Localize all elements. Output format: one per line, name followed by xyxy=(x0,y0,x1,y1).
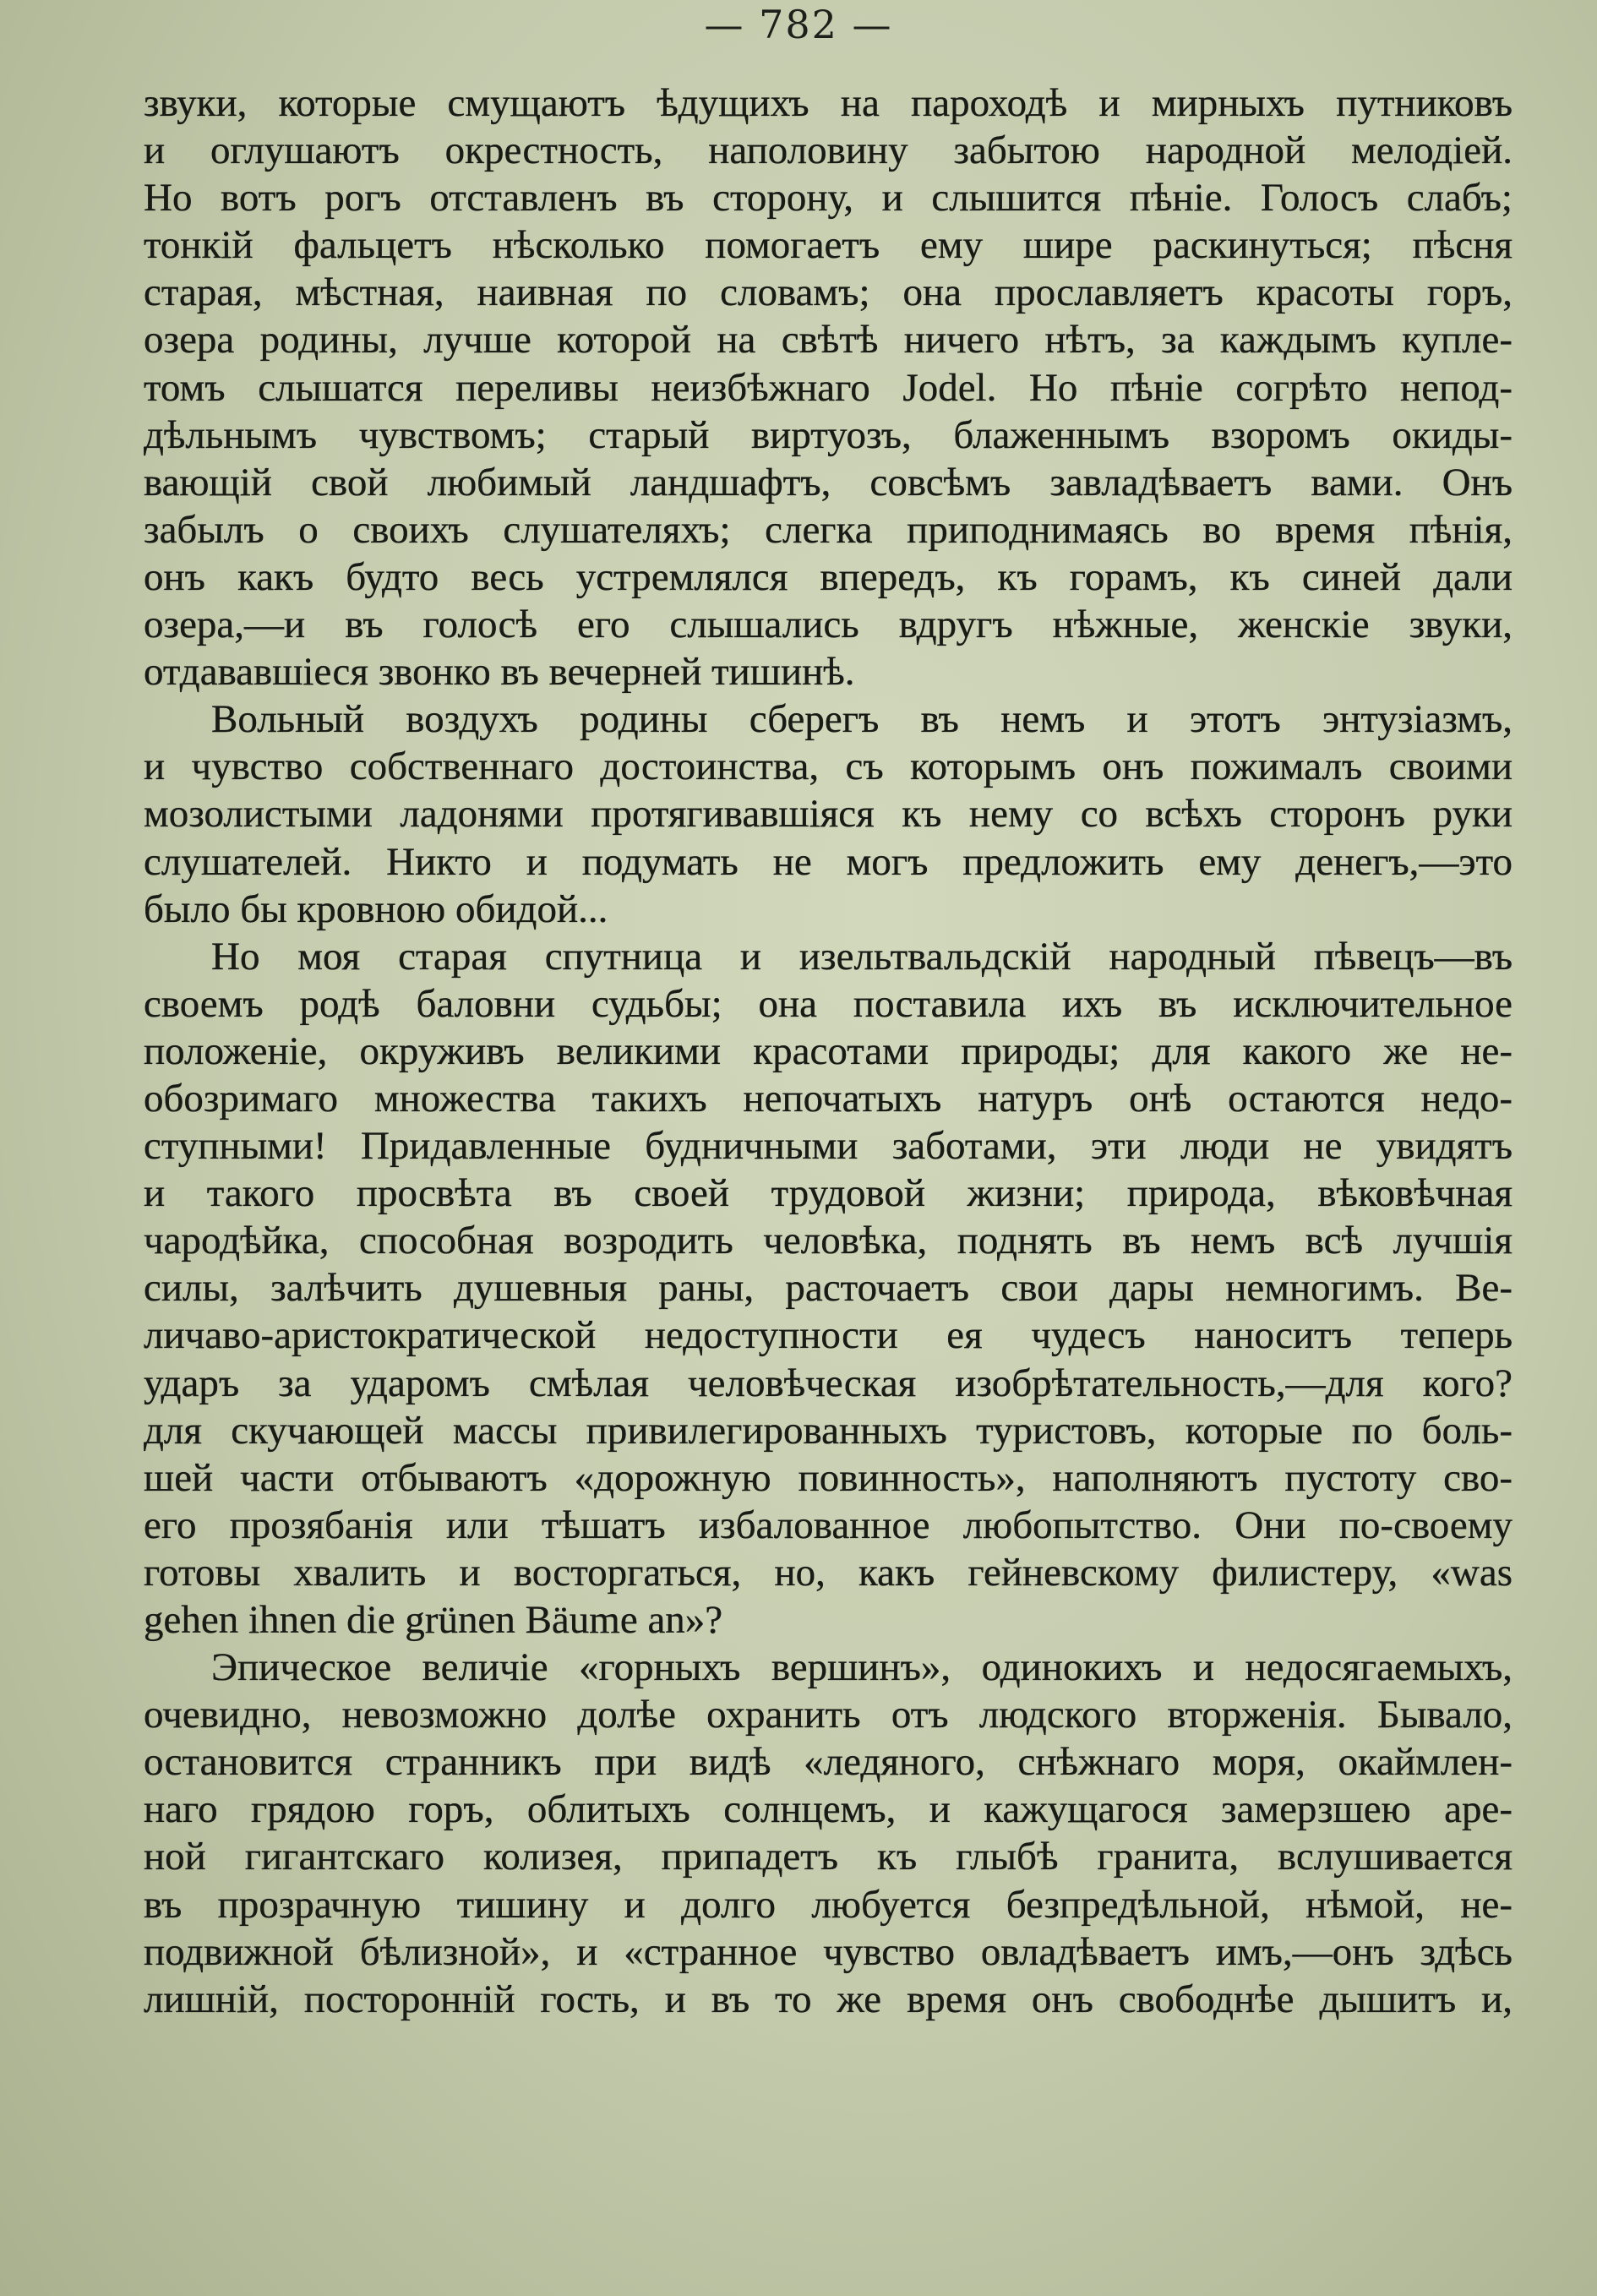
text-line: обозримаго множества такихъ непочатыхъ натуръ онѣ остаются недо- xyxy=(144,1076,1513,1121)
text-line: озера родины, лучше которой на свѣтѣ ничего нѣтъ, за каждымъ купле- xyxy=(144,318,1513,363)
text-line: подвижной бѣлизной», и «странное чувство овладѣваетъ имъ,—онъ здѣсь xyxy=(144,1929,1513,1974)
text-line: чародѣйка, способная возродить человѣка, поднять въ немъ всѣ лучшія xyxy=(144,1219,1513,1263)
text-line: Эпическое величіе «горныхъ вершинъ», одинокихъ и недосягаемыхъ, xyxy=(211,1645,1513,1690)
paragraph-4 xyxy=(144,1644,1513,2023)
text-line: онъ какъ будто весь устремлялся впередъ, къ горамъ, къ синей дали xyxy=(144,554,1513,599)
text-line: своемъ родѣ баловни судьбы; она поставила ихъ въ исключительное xyxy=(144,981,1513,1026)
text-line: ступными! Придавленные будничными заботами, эти люди не увидятъ xyxy=(144,1124,1513,1169)
body-text xyxy=(144,79,1513,2023)
text-line: Но моя старая спутница и изельтвальдскій народный пѣвецъ—въ xyxy=(211,934,1513,979)
text-line: личаво-аристократической недоступности ея чудесъ наноситъ теперь xyxy=(144,1313,1513,1358)
text-line: звуки, которые смущаютъ ѣдущихъ на пароходѣ и мирныхъ путниковъ xyxy=(144,81,1513,125)
text-line: мозолистыми ладонями протягивавшіяся къ нему со всѣхъ сторонъ руки xyxy=(144,792,1513,837)
text-line: и оглушаютъ окрестность, наполовину забытою народной мелодіей. xyxy=(144,128,1513,173)
text-line: шей части отбываютъ «дорожную повинность», наполняютъ пустоту сво- xyxy=(144,1455,1513,1500)
text-line: тонкій фальцетъ нѣсколько помогаетъ ему шире раскинуться; пѣсня xyxy=(144,223,1513,268)
text-line: отдававшіеся звонко въ вечерней тишинѣ. xyxy=(144,650,855,695)
text-line: ной гигантскаго колизея, припадетъ къ глыбѣ гранита, вслушивается xyxy=(144,1835,1513,1879)
text-line: для скучающей массы привилегированныхъ туристовъ, которые по боль- xyxy=(144,1408,1513,1453)
text-line: ударъ за ударомъ смѣлая человѣческая изобрѣтательность,—для кого? xyxy=(144,1361,1513,1405)
paragraph-1 xyxy=(144,79,1513,695)
text-line: силы, залѣчить душевныя раны, расточаетъ свои дары немногимъ. Ве- xyxy=(144,1266,1513,1311)
text-line: дѣльнымъ чувствомъ; старый виртуозъ, блаженнымъ взоромъ окиды- xyxy=(144,412,1513,457)
text-line: и такого просвѣта въ своей трудовой жизни; природа, вѣковѣчная xyxy=(144,1171,1513,1216)
text-line: слушателей. Никто и подумать не могъ предложить ему денегъ,—это xyxy=(144,839,1513,884)
text-line: вающій свой любимый ландшафтъ, совсѣмъ завладѣваетъ вами. Онъ xyxy=(144,460,1513,504)
text-line: Но вотъ рогъ отставленъ въ сторону, и слышится пѣніе. Голосъ слабъ; xyxy=(144,176,1513,221)
text-line: старая, мѣстная, наивная по словамъ; она прославляетъ красоты горъ, xyxy=(144,270,1513,315)
text-line: gehen ihnen die grünen Bäume an»? xyxy=(144,1598,723,1642)
text-line: положеніе, окруживъ великими красотами природы; для какого же не- xyxy=(144,1028,1513,1073)
text-line: лишній, посторонній гость, и въ то же время онъ свободнѣе дышитъ и, xyxy=(144,1977,1513,2021)
text-line: очевидно, невозможно долѣе охранить отъ людского вторженія. Бывало, xyxy=(144,1693,1513,1737)
text-line: готовы хвалить и восторгаться, но, какъ гейневскому филистеру, «was xyxy=(144,1550,1513,1595)
text-line: въ прозрачную тишину и долго любуется безпредѣльной, нѣмой, не- xyxy=(144,1882,1513,1927)
text-line: остановится странникъ при видѣ «ледяного, снѣжнаго моря, окаймлен- xyxy=(144,1740,1513,1785)
paragraph-2 xyxy=(144,695,1513,932)
text-line: наго грядою горъ, облитыхъ солнцемъ, и кажущагося замерзшею аре- xyxy=(144,1787,1513,1832)
page-number: — 782 — xyxy=(704,2,893,47)
text-line: его прозябанія или тѣшатъ избалованное любопытство. Они по-своему xyxy=(144,1502,1513,1547)
text-line: было бы кровною обидой... xyxy=(144,886,608,931)
text-line: и чувство собственнаго достоинства, съ которымъ онъ пожималъ своими xyxy=(144,744,1513,789)
text-line: томъ слышатся переливы неизбѣжнаго Jodel. Но пѣніе согрѣто непод- xyxy=(144,365,1513,410)
text-line: забылъ о своихъ слушателяхъ; слегка приподнимаясь во время пѣнія, xyxy=(144,507,1513,552)
paragraph-3 xyxy=(144,933,1513,1644)
text-line: озера,—и въ голосѣ его слышались вдругъ нѣжные, женскіе звуки, xyxy=(144,603,1513,647)
text-line: Вольный воздухъ родины сберегъ въ немъ и этотъ энтузіазмъ, xyxy=(211,697,1513,742)
